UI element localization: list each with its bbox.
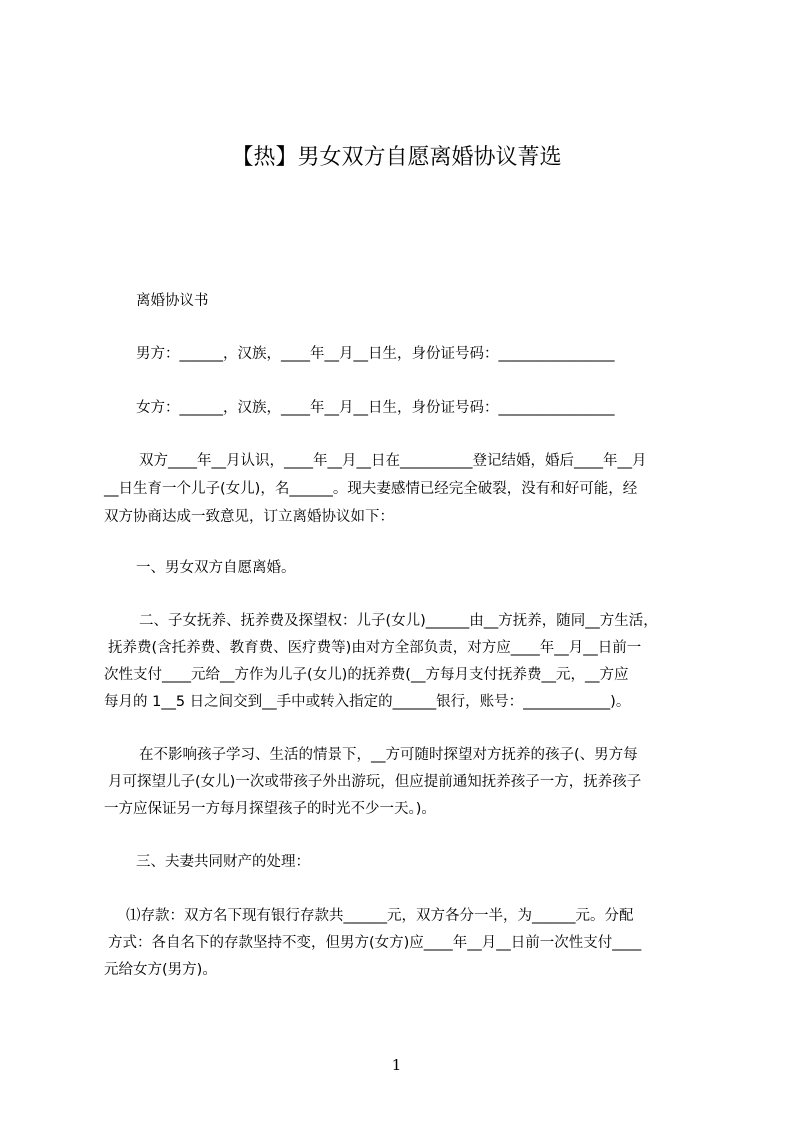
paragraph-line: 双方____年__月认识，____年__月__日在__________登记结婚，婚后____年__月 [139,453,647,469]
paragraph-line: 一方应保证另一方每月探望孩子的时光不少一天。)。 [104,801,436,817]
section-three-heading: 三、夫妻共同财产的处理： [136,854,310,870]
paragraph-line: 双方协商达成一致意见，订立离婚协议如下： [104,509,394,525]
paragraph-line: ⑴存款：双方名下现有银行存款共______元，双方各分一半，为______元。分配 [126,908,634,924]
man-info-line: 男方：______，汉族，____年__月__日生，身份证号码：________________ [136,346,615,362]
paragraph-line: 月可探望儿子(女儿)一次或带孩子外出游玩，但应提前通知抚养孩子一方，抚养孩子 [108,774,642,790]
paragraph-line: 每月的 1__5 日之间交到__手中或转入指定的______银行，账号：____________)。 [104,694,631,710]
paragraph-line: 在不影响孩子学习、生活的情景下，__方可随时探望对方抚养的孩子(、男方每 [139,747,638,763]
woman-info-line: 女方：______，汉族，____年__月__日生，身份证号码：________________ [136,400,615,416]
paragraph-line: 次性支付____元给__方作为儿子(女儿)的抚养费(__方每月支付抚养费__元，__方应 [104,667,629,683]
paragraph-line: 元给女方(男方)。 [104,962,217,978]
paragraph-line: __日生育一个儿子(女儿)，名______。现夫妻感情已经完全破裂，没有和好可能，经 [104,481,638,497]
paragraph-line: 抚养费(含托养费、教育费、医疗费等)由对方全部负责，对方应____年__月__日前一 [108,640,642,656]
page-number: 1 [391,1056,402,1074]
agreement-heading: 离婚协议书 [136,293,209,309]
section-one-heading: 一、男女双方自愿离婚。 [136,560,296,576]
paragraph-line: 方式：各自名下的存款坚持不变，但男方(女方)应____年__月__日前一次性支付____ [108,935,642,951]
document-title: 【热】男女双方自愿离婚协议菁选 [231,145,562,170]
paragraph-line: 二、子女抚养、抚养费及探望权：儿子(女儿)______由__方抚养，随同__方生活， [139,613,658,629]
